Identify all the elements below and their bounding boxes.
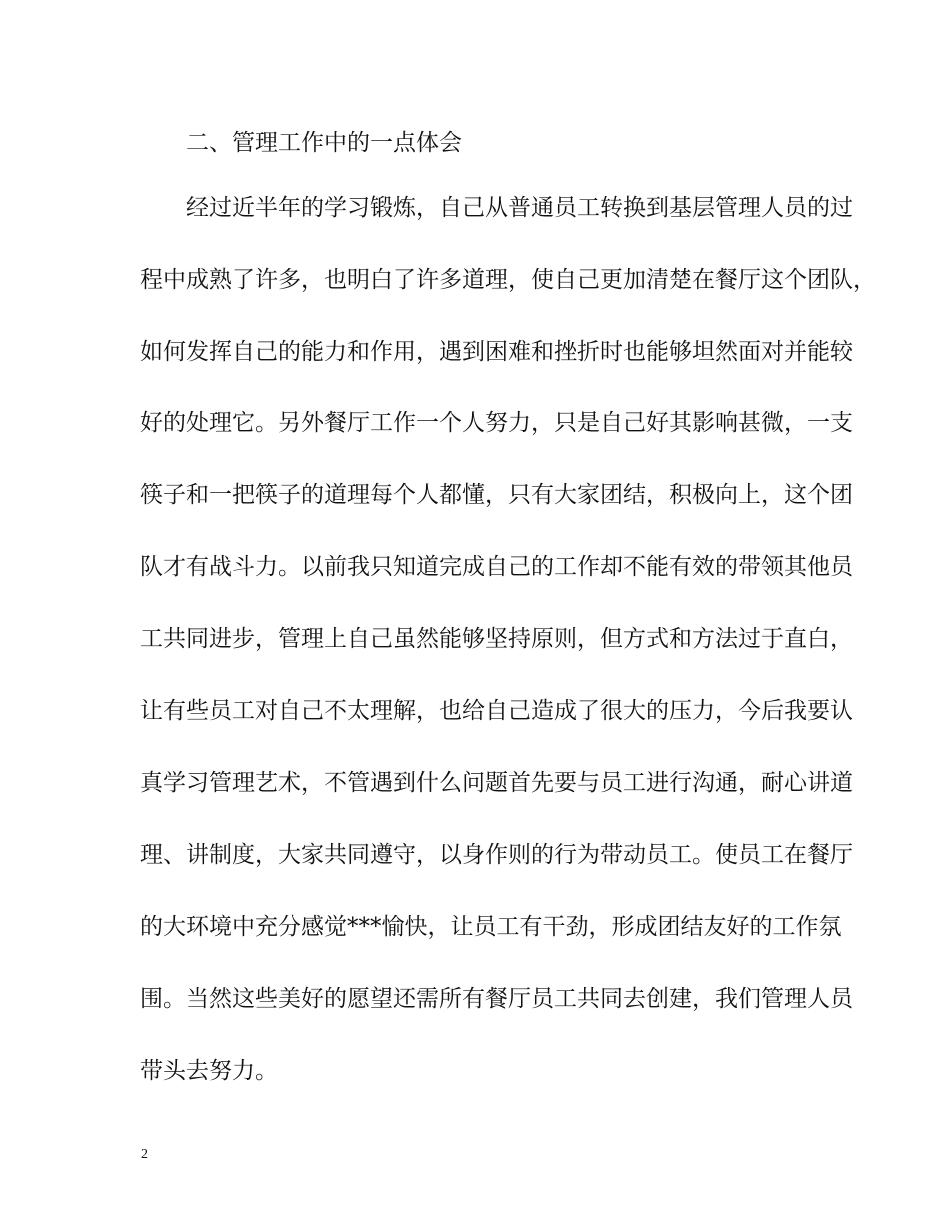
paragraph-line-1: 经过近半年的学习锻炼，自己从普通员工转换到基层管理人员的过 bbox=[186, 195, 853, 221]
section-heading: 二、管理工作中的一点体会 bbox=[186, 130, 462, 156]
paragraph-line-10: 理、讲制度，大家共同遵守，以身作则的行为带动员工。使员工在餐厅 bbox=[140, 842, 853, 868]
paragraph-line-9: 真学习管理艺术，不管遇到什么问题首先要与员工进行沟通，耐心讲道 bbox=[140, 770, 853, 796]
paragraph-line-7: 工共同进步，管理上自己虽然能够坚持原则，但方式和方法过于直白， bbox=[140, 626, 853, 652]
paragraph-line-6: 队才有战斗力。以前我只知道完成自己的工作却不能有效的带领其他员 bbox=[140, 554, 853, 580]
paragraph-line-13: 带头去努力。 bbox=[140, 1058, 278, 1084]
paragraph-line-5: 筷子和一把筷子的道理每个人都懂，只有大家团结，积极向上，这个团 bbox=[140, 482, 853, 508]
paragraph-line-12: 围。当然这些美好的愿望还需所有餐厅员工共同去创建，我们管理人员 bbox=[140, 986, 853, 1012]
paragraph-line-3: 如何发挥自己的能力和作用，遇到困难和挫折时也能够坦然面对并能较 bbox=[140, 339, 853, 365]
paragraph-line-4: 好的处理它。另外餐厅工作一个人努力，只是自己好其影响甚微，一支 bbox=[140, 410, 853, 436]
paragraph-line-2: 程中成熟了许多，也明白了许多道理，使自己更加清楚在餐厅这个团队， bbox=[140, 267, 876, 293]
paragraph-line-11: 的大环境中充分感觉***愉快，让员工有干劲，形成团结友好的工作氛 bbox=[140, 914, 842, 940]
page-number: 2 bbox=[141, 1147, 148, 1162]
paragraph-line-8: 让有些员工对自己不太理解，也给自己造成了很大的压力，今后我要认 bbox=[140, 698, 853, 724]
